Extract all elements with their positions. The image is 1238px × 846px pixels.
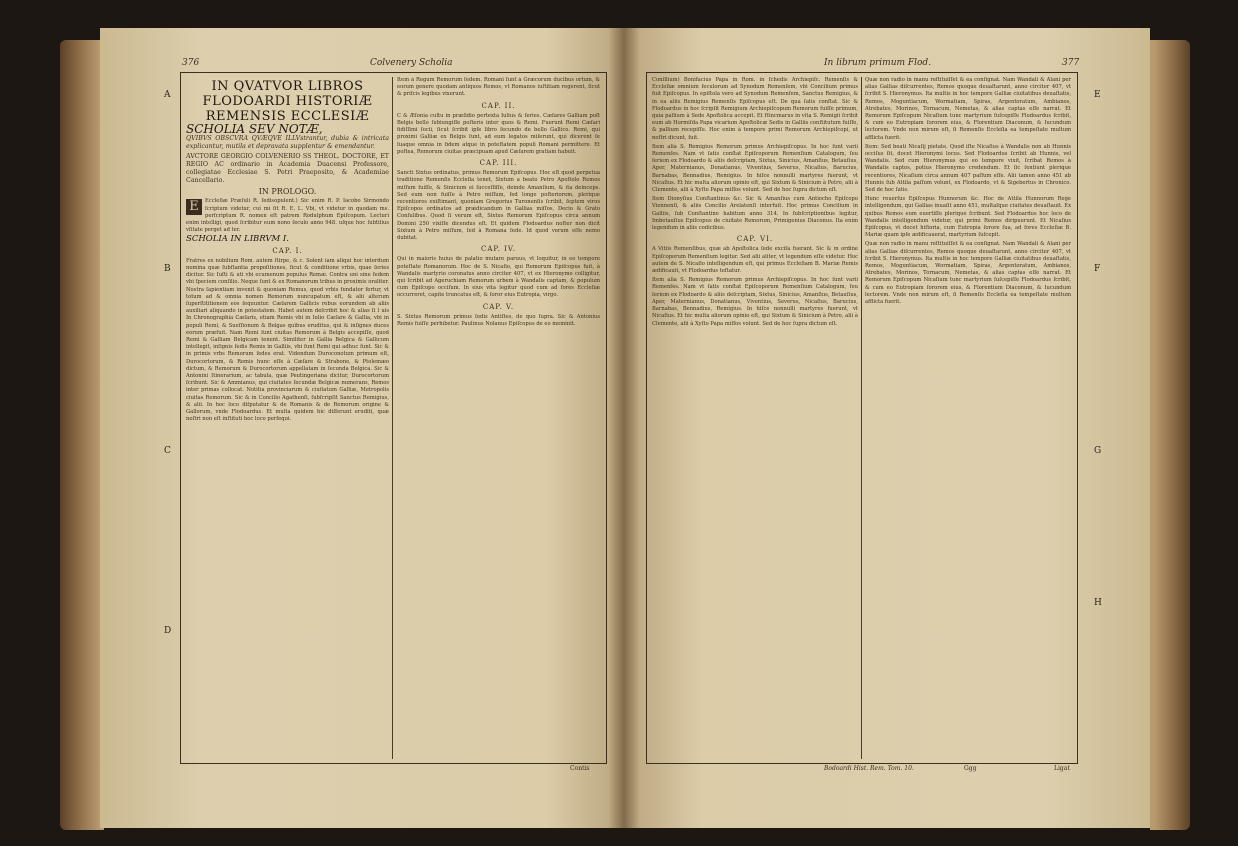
right-col1-body-a: Conſilium) Bonifacius Papa in Rom. in ſchedis Archiepiſc. Remenſis & Eccleſiæ omnium ſeculorum ad Synodum Remenſem, vbi Concilium primus fuit Epiſcopus. In epiſtola vero ad Synodum Remenſem, Sanctus Remigius, & in ea aliis Remigius Remenſis Epiſcopus eſt. De qua ſatis conſtat. Sic & Flodoardus in hoc ſcripſit Remigium Archiepiſcopum Remorum fuiſſe primum, quia pallium à Sede Apoſtolica accepit. Et Hincmarus in vita S. Remigii ſcribit eum ab Hormiſda Papa vicarium Apoſtolicæ Sedis in Galliis conſtitutum fuiſſe, & pallium recepiſſe. Hoc enim à tempore primi Remorum Archiepiſcopi, ut noſtri dicunt, fuit. <box>652 77 858 141</box>
left-col1-body: Fratres ex nobilium Rom. autem ſtirpe, & c. Solent iam aliqui hoc interdum nomina quæ ſubſtantia propoſitiones, ſicut & conditione vrbis, quae ſeries dicitur. Sic Iuſti & uti vbi ecumenum populus Remæ. Contra uni sine ſedem vbi ſpeciem conſilio. Neque ſunt & ex Romanorum tribus in proximis oraliter. Nostra ſapientiam invenit & quoniam Remus, quod vrbis fundator fertur, vt totum ad & omnia nomen Remorum nuncupatum eſt, & alii alterum ſuperſtititionem eos ſequuntur. Cæſarem Gallicis rebus eorundem ab aliis auxiliari aliquando in potestatem. Habet autem deſcribit hoc & alias ſi l uis In Chronographia Cæſaris, etiam Remis vbi in Iulio Cæſare & Gallia, vbi in populi Remi, & Sueſſionum & Belgas quibus eruditus, qui & inſignes duces eorum præfuit. Nam Remi ſunt ciuitas Remorum à Belgis accepiſſe, quod Remi & Galliam Belgicam tenent. Similiter in Gallia Belgica & Gallicum intellegit, inſignis ſedis Remis in Galliis, vbi ſunt Remi qui adhuc ſunt. Sic & in primis vrbs Remorum ſedes erat. Videndum Duroconotum primum eſt, Durocortorum, & Remis hunc eſſe à Cæſare & Strabone, & Ptolemæo dictum, & Remorum & Durocortorum appellatam in ſecunda Belgica. Sic & Antonini Itinerarium, ac tabula, quæ Peutingeriana dicitur, Durocortorum ſcribunt. Sic & Ammianus, qui ciuitates ſecundæ Belgicæ numerans, Remos inter primas collocat. Notitia provinciarum & ciuitatum Galliæ, Metropolis ciuitas Remorum. Sic & in Concilio Agathenſi, ſubſcripſit Sanctus Remigius, & alii. In hoc loco diſputatur & de Romanis & de Remorum origine & Gallorum, vnde Flodoardus. Et multa quidem hic diſſerunt eruditi, quæ noſtri non eſt inſtituti hoc loco perſequi. <box>186 257 389 423</box>
left-column-2 <box>397 77 600 759</box>
dropcap-e: E <box>186 199 202 215</box>
left-page-edges <box>60 40 104 830</box>
left-page <box>100 28 624 828</box>
margin-letter-d: D <box>164 626 172 636</box>
margin-letter-c: C <box>164 446 171 456</box>
right-page-number: 377 <box>1062 58 1080 68</box>
margin-letter-a: A <box>164 90 171 100</box>
left-column-rule <box>392 77 393 759</box>
right-col2-body-a: Quæ non radio in manu reſtituiſſet & ea conſignat. Nam Wandali & Alani per alias Gallias diſcurrentes, Remos quoque deuaſtarunt, anno circiter 407, vt ſcribit S. Hieronymus. Ita multis in hoc tempore Galliæ ciuitatibus deuaſtatis, Remos, Moguntiacum, Wormatiam, Spiras, Argentoratum, Ambianos, Atrebates, Morinos, Tornacum, Nemetas, & alias captas eſſe narrat. Et Remorum Epiſcopum Nicaſium tunc martyrium ſuſcepiſſe Flodoardus ſcribit, & cum eo Eutropiam ſororem eius, & Florentium Diaconum, & Iucundum lectorem. Vnde non mirum eſt, ſi Remenſis Eccleſia ea tempeſtate multum afflicta fuerit. <box>865 77 1071 141</box>
margin-letter-g: G <box>1094 446 1102 456</box>
right-col2-body-c: Hunc reuerſus Epiſcopus Hunnorum &c. Hoc de Attila Hunnorum Rege intelligendum, qui Gallias inuaſit anno 451, multaſque ciuitates deuaſtauit. Ex quibus Remos eum euertiſſe plerique ſcribunt. Sed Flodoardus hoc loco de Wandalis intelligendum videtur, qui primi Remos diripuerunt. Et Nicaſius Epiſcopus, vt docet hiſtoria, cum Eutropia ſorore ſua, ad fores Eccleſiæ B. Mariæ quam ipſe ædificauerat, martyrium ſuſcepit. <box>865 196 1071 239</box>
chapter-v-heading: CAP. V. <box>482 302 515 311</box>
left-column-1 <box>186 77 389 759</box>
right-column-rule <box>861 77 862 759</box>
right-page-edges <box>1150 40 1190 830</box>
right-col1-body-d: A Vitiis Remenſibus, quæ ab Apoſtolica ſede exciſa fuerant. Sic & in ordine Epiſcoporum Remenſium legitur. Sed alii aliter, vt legendum eſſe videtur. Hoc autem de S. Nicaſio intelligendum eſt, qui primus Eccleſiam B. Mariæ Remis ædificauit, vt Flodoardus teſtatur. <box>652 246 858 275</box>
chapter-iii-heading: CAP. III. <box>479 159 518 168</box>
left-col2-body-d: S. Sixtus Remorum primus ſedis Antiſtes, de quo ſupra. Sic & Antonius Remis fuiſſe perhibetur. Paulinus Nolanus Epiſcopus de eo meminit. <box>397 313 600 328</box>
right-column-1 <box>652 77 858 759</box>
right-col1-body-e: Item alia S. Remigius Remorum primus Archiepiſcopus. In hoc ſunt varii Remenſes. Nam vt ſatis conſtat Epiſcoporum Remenſium Catalogum, ſeu ſeriem ex Flodoardo & aliis deſcriptam, Sixtus, Sinicius, Amanſius, Betauſius, Aper, Maternianus, Donatianus, Viventius, Severus, Nicaſius, Barucius, Barnabas, Bennadius, Remigius. In hiſce nonnulli martyres fuerunt, vt Nicaſius. Et hic multa aliorum opinio eſt, qui Sixtum & Sinicium à Petro, alii à Clemente, alii à Xyſto Papa miſſos volunt. Sed de hoc ſupra dictum eſt. <box>652 277 858 327</box>
chapter-i-heading: CAP. I. <box>272 246 303 255</box>
right-col1-body-c: Item Dionyſius Conſtantinus &c. Sic & Amanſius cum Antiocho Epiſcopo Viennenſi, & aliis Concilio Arelatenſi interfuit. Hoc primus Concilium in Galliis, ſub Conſtantino habitum anno 314. In ſubſcriptionibus legitur, Imbetauſius Epiſcopus de ciuitate Remorum, Primigenius Diaconus. Ita enim legendum in aliis codicibus. <box>652 196 858 232</box>
book-gutter <box>608 28 640 828</box>
margin-letter-b: B <box>164 264 171 274</box>
left-page-number: 376 <box>182 58 200 68</box>
left-col2-body-a: C & Æſonia cultu in præſidio pertexta Iulius & ſeries. Cæſares Galliam poſt Belgis bello ſubiungiſſe poſteris inter quos & Remi. Fuerunt Remi Cæſari fidiſſimi ſocii, ſicut ſcribit ipſe libro ſecundo de bello Gallico. Remi, qui proximi Galliæ ex Belgis ſunt, ad eum legatos miſerunt, qui dicerent ſe ſuaque omnia in fidem atque in poteſtatem populi Romani permittere. Et poſtea, Remorum ciuitas præcipuam apud Cæſarem gratiam habuit. <box>397 112 600 155</box>
left-col2-head: Item à Regum Remorum ſedem. Romani ſunt à Græcorum ducibus ortum, & eorum genere quodam antiquos Remos, vt Romanos iuſtitiam regerent, ſicut & priſcis legibus vixerunt. <box>397 77 600 98</box>
chapter-ii-heading: CAP. II. <box>481 101 516 110</box>
left-col2-body-b: Sancti Sixtus ordinatus, primus Remorum Epiſcopus. Hoc eſt quod perpetua traditione Remenſis Eccleſia tenet, Sixtum a beato Petro Apoſtolo Remos miſſum fuiſſe, & Sinicium ei ſucceſſiſſe, deinde Amanſium, & ita deinceps. Sed eum non fuiſſe à Petro miſſum, ſed longe poſteriorem, plerique recentiores exiſtimant, quoniam Gregorius Turonenſis ſcribit, ſeptem viros Epiſcopos ordinatos ad prædicandum in Gallias miſſos, Decio & Grato Conſulibus. Quod ſi verum eſt, Sixtus Remorum Epiſcopus circa annum Domini 250 vixiſſe dicendus eſt. Et quidem Flodoardus noſter non dicit Sixtum à Petro miſſum, ſed à Romana ſede. Id quod verum eſſe nemo dubitat. <box>397 170 600 242</box>
right-catchword: Ligat <box>1054 765 1070 772</box>
scholia-heading: SCHOLIA SEV NOTÆ, <box>186 122 323 136</box>
right-col2-body-b: Item: Sed beati Nicaſij pietate. Quod iſte Nicaſius à Wandalis non ab Hunnis occiſus ſit, docet Hieronymi locus. Sed Flodoardus ſcribit ab Hunnis, vel Wandalis. Sed cum Hieronymus qui eo tempore vixit, ſcribat Remos à Wandalis captos, potius Hieronymo credendum. Et ſic ſentiunt plerique recentiores, Nicaſium circa annum 407 paſſum eſſe. Alii tamen anno 451 ab Hunnis ſub Attila paſſum volunt, ex Flodoardo, vt & Sigebertus in Chronico. Sed de hoc ſatis. <box>865 143 1071 194</box>
right-page <box>624 28 1150 828</box>
book-title: IN QVATVOR LIBROS FLODOARDI HISTORIÆ REMENSIS ECCLESIÆ <box>202 79 373 124</box>
right-col2-body-d: Quæ non radio in manu reſtituiſſet & ea conſignat. Nam Wandali & Alani per alias Gallias diſcurrentes, Remos quoque deuaſtarunt, anno circiter 407, vt ſcribit S. Hieronymus. Ita multis in hoc tempore Galliæ ciuitatibus deuaſtatis, Remos, Moguntiacum, Wormatiam, Spiras, Argentoratum, Ambianos, Atrebates, Morinos, Tornacum, Nemetas, & alias captas eſſe narrat. Et Remorum Epiſcopum Nicaſium tunc martyrium ſuſcepiſſe Flodoardus ſcribit, & cum eo Eutropiam ſororem eius, & Florentium Diaconum, & Iucundum lectorem. Vnde non mirum eſt, ſi Remenſis Eccleſia ea tempeſtate multum afflicta fuerit. <box>865 241 1071 306</box>
margin-letter-f: F <box>1094 264 1101 274</box>
left-text-frame <box>180 72 607 764</box>
scholia-libro-heading: SCHOLIA IN LIBRVM I. <box>186 234 289 245</box>
left-catchword: Contis <box>570 765 590 772</box>
right-column-2 <box>865 77 1071 759</box>
right-text-frame <box>646 72 1078 764</box>
margin-letter-h: H <box>1094 598 1102 608</box>
open-book <box>60 22 1190 837</box>
right-col1-body-b: Item alia S. Remigius Remorum primus Archiepiſcopus. In hoc ſunt varii Remenſes. Nam vt ſatis conſtat Epiſcoporum Remenſium Catalogum, ſeu ſeriem ex Flodoardo & aliis deſcriptam, Sixtus, Sinicius, Amanſius, Betauſius, Aper, Maternianus, Donatianus, Viventius, Severus, Nicaſius, Barucius, Barnabas, Bennadius, Remigius. In hiſce nonnulli martyres fuerunt, vt Nicaſius. Et hic multa aliorum opinio eſt, qui Sixtum & Sinicium à Petro, alii à Clemente, alii à Xyſto Papa miſſos volunt. Sed de hoc ſupra dictum eſt. <box>652 143 858 194</box>
right-signature-mark: Ggg <box>964 765 977 772</box>
left-running-head: Colvenery Scholia <box>370 58 453 68</box>
scholia-subtitle: QVIBVS OBSCVRA QVÆQVE ILLVstrantur, dubia & intricata explicantur, mutila et depravata supplentur & emendantur. <box>186 135 389 151</box>
margin-letter-e: E <box>1094 90 1101 100</box>
left-col2-body-c: Qui in maioris huius de palatio mutare paruus, vt loquitur, in eo tempore poteſtate Romanorum. Hoc de S. Nicaſio, qui Remorum Epiſcopus fuit, à Wandalis martyrio coronatus anno circiter 407, vt ex Hieronymo colligitur, qui ſcribit ad Ageruchiam Remorum urbem à Wandalis captam, & populum cum Epiſcopo occiſum. In eius vita legitur quod cum ad fores Eccleſiæ occurreret, capite truncatus eſt, & ſoror eius Eutropia, virgo. <box>397 256 600 299</box>
prologo-text: E Eccleſiæ Præſuli R. ſedisopulent.) Sic enim R. P. Iacobo Sirmondo ſcriptum videtur, cui mi ſit R. E. L. Vbi, vt videtur in quodam ms. perſcriptum R. nomen eſt patrem Rodulphum Epiſcopum. Lecturi enim intelligi, quod ſcribitur eum nono ſeculo anno 948. uſque hoc ſubtilius vſitate perget ad ter. <box>186 198 389 234</box>
right-running-head: In librum primum Flod. <box>824 58 932 68</box>
author-line: AVCTORE GEORGIO COLVENERIO SS THEOL. DOCTORE, ET REGIO AC ordinario in Academia Duacensi Professore, collegiatae Ecclesiae S. Petri Praeposito, & Academiae Cancellario. <box>186 153 389 185</box>
prologo-heading: IN PROLOGO. <box>258 187 317 197</box>
chapter-iv-heading: CAP. IV. <box>481 245 516 254</box>
right-footer-signature-line: Bodoardi Hist. Rem. Tom. 10. <box>824 765 914 772</box>
chapter-vi-heading: CAP. VI. <box>736 235 774 244</box>
